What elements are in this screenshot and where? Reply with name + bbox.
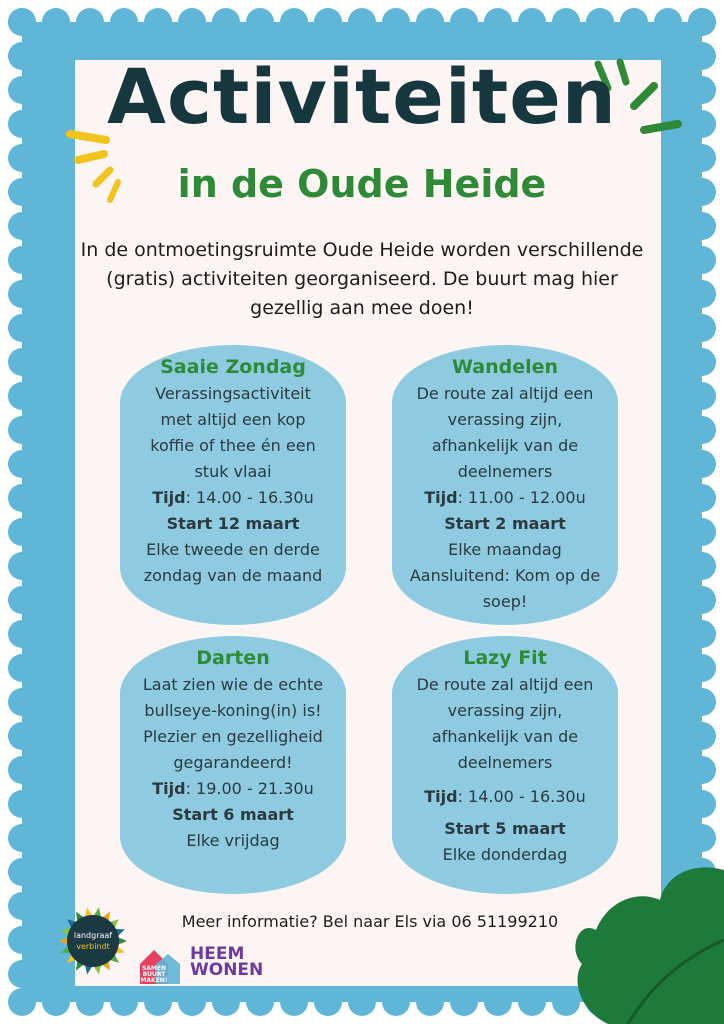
activity-card-darten bbox=[120, 636, 346, 894]
samen-buurt-maken-logo bbox=[136, 944, 182, 988]
page-subtitle: in de Oude Heide bbox=[177, 162, 547, 206]
card-time: Tijd: 14.00 - 16.30u bbox=[424, 787, 586, 806]
card-title: Darten bbox=[196, 647, 270, 669]
card-description: Verassingsactiviteit met altijd een kop koffie of thee én een stuk vlaai bbox=[150, 384, 316, 481]
svg-text:SAMEN: SAMEN bbox=[141, 965, 167, 972]
intro-text: In de ontmoetingsruimte Oude Heide worden verschillende (gratis) activiteiten georganiseerd. De buurt mag hier gezellig aan mee doen! bbox=[80, 239, 644, 319]
contact-info: Meer informatie? Bel naar Els via 06 51199210 bbox=[181, 912, 559, 931]
card-start: Start 5 maart bbox=[444, 819, 566, 838]
card-description: De route zal altijd een verassing zijn, afhankelijk van de deelnemers bbox=[416, 675, 594, 772]
card-extra: Elke maandag Aansluitend: Kom op de soep! bbox=[409, 540, 601, 611]
card-description: Laat zien wie de echte bullseye-koning(in) is! Plezier en gezelligheid gegarandeerd! bbox=[142, 675, 324, 772]
activity-card-lazy-fit bbox=[392, 636, 618, 894]
card-title: Wandelen bbox=[451, 356, 559, 378]
card-time: Tijd: 11.00 - 12.00u bbox=[424, 488, 586, 507]
svg-text:verbindt: verbindt bbox=[76, 942, 110, 951]
card-extra: Elke tweede en derde zondag van de maand bbox=[143, 540, 323, 585]
card-start: Start 2 maart bbox=[444, 514, 566, 533]
landgraaf-verbindt-logo bbox=[50, 898, 136, 984]
card-title: Saaie Zondag bbox=[160, 356, 306, 378]
activity-card-wandelen bbox=[392, 345, 618, 625]
activity-card-saaie-zondag bbox=[120, 345, 346, 625]
card-extra: Elke donderdag bbox=[442, 845, 568, 864]
svg-text:BUURT: BUURT bbox=[142, 971, 166, 978]
green-leaf-decoration bbox=[568, 860, 724, 1024]
card-extra: Elke vrijdag bbox=[186, 831, 280, 850]
card-time: Tijd: 19.00 - 21.30u bbox=[152, 779, 314, 798]
page-title: Activiteiten bbox=[107, 52, 617, 141]
svg-text:MAKEN!: MAKEN! bbox=[140, 977, 168, 984]
card-title: Lazy Fit bbox=[463, 647, 547, 669]
card-time: Tijd: 14.00 - 16.30u bbox=[152, 488, 314, 507]
card-start: Start 6 maart bbox=[172, 805, 294, 824]
heem-wonen-logo: HEEM WONEN bbox=[190, 944, 264, 980]
card-description: De route zal altijd een verassing zijn, afhankelijk van de deelnemers bbox=[416, 384, 594, 481]
svg-text:landgraaf: landgraaf bbox=[73, 931, 113, 940]
card-start: Start 12 maart bbox=[166, 514, 300, 533]
